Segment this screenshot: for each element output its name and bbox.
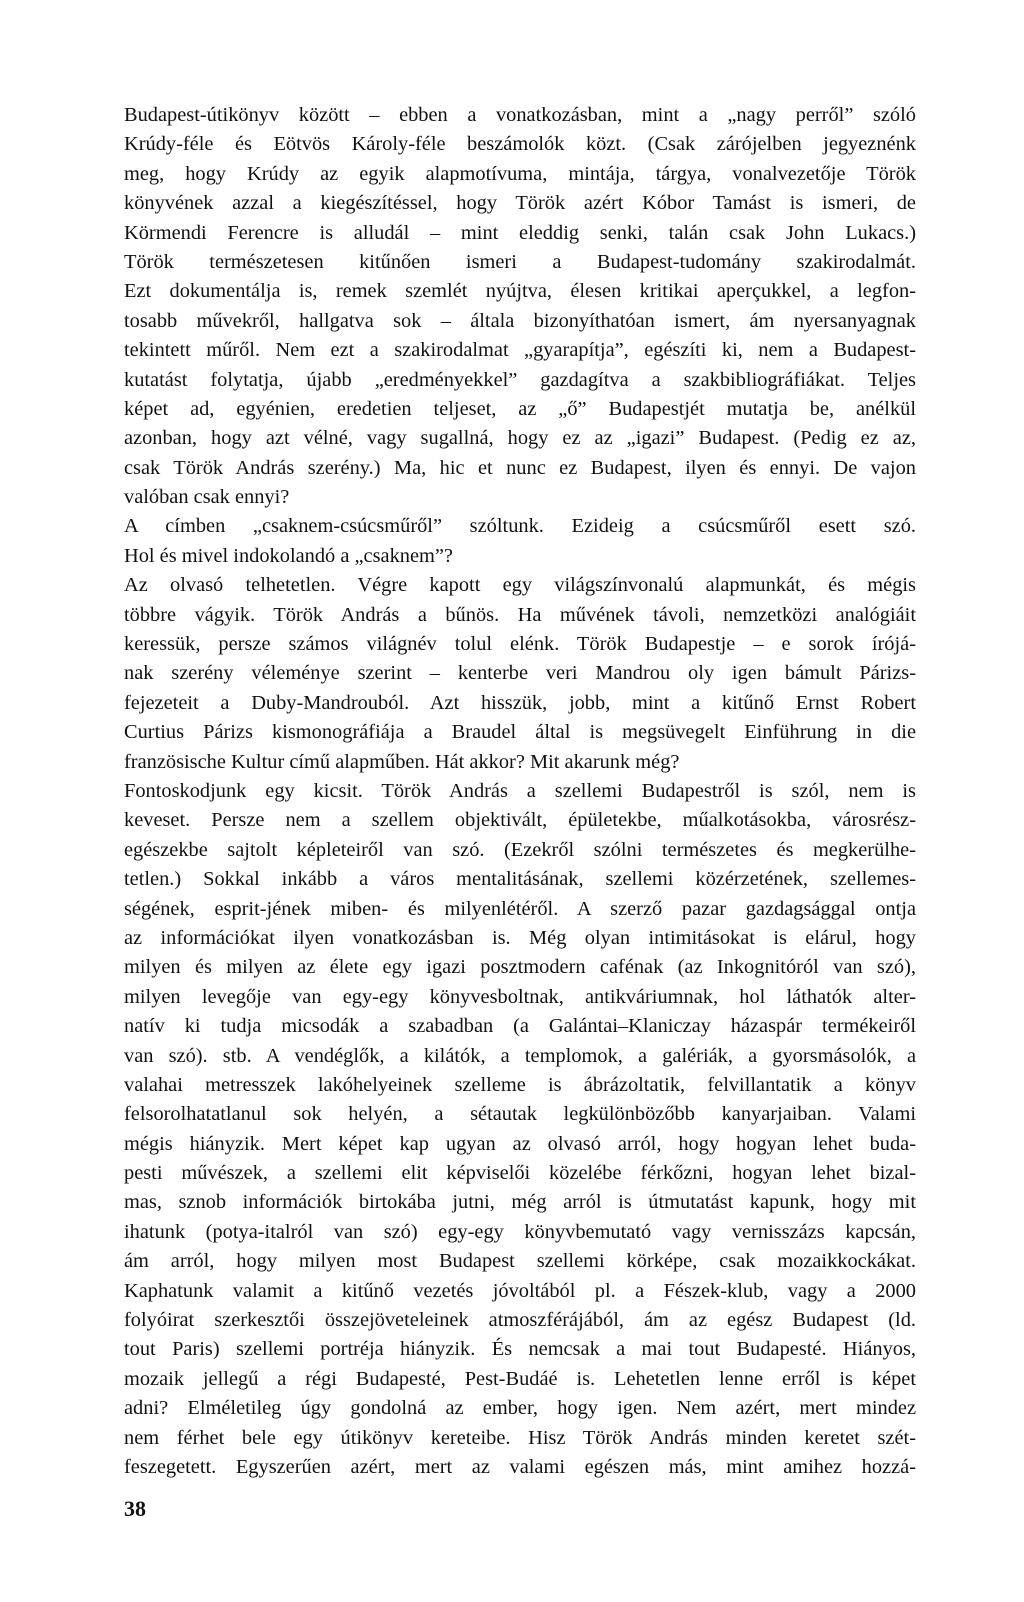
text-line-1: Budapest-útikönyv között – ebben a vonatkozásban, mint a „nagy perről” szóló [124,104,916,126]
text-line-40: ám arról, hogy milyen most Budapest szellemi körképe, csak mozaikkockákat. [124,1250,916,1273]
text-line-14: valóban csak ennyi? [124,486,290,509]
text-line-4: könyvének azzal a kiegészítéssel, hogy Török azért Kóbor Tamást is ismeri, de [124,192,916,215]
text-line-41: Kaphatunk valamit a kitűnő vezetés jóvoltából pl. a Fészek-klub, vagy a 2000 [124,1279,916,1302]
text-line-2: Krúdy-féle és Eötvös Károly-féle beszámolók közt. (Csak zárójelben jegyeznénk [124,133,916,156]
text-line-8: tosabb művekről, hallgatva sok – általa bizonyíthatóan ismert, ám nyersanyagnak [124,309,916,332]
text-line-11: képet ad, egyénien, eredetien teljeset, az „ő” Budapestjét mutatja be, anélkül [124,397,916,420]
body-text [124,101,916,1482]
text-line-46: nem férhet bele egy útikönyv kereteibe. Hisz Török András minden keretet szét- [124,1426,916,1449]
text-line-3: meg, hogy Krúdy az egyik alapmotívuma, mintája, tárgya, vonalvezetője Török [124,162,916,185]
text-line-31: milyen levegője van egy-egy könyvesboltnak, antikváriumnak, hol láthatók alter- [124,985,916,1008]
text-line-5: Körmendi Ferencre is alludál – mint eleddig senki, talán csak John Lukacs.) [124,221,916,244]
text-line-30: milyen és milyen az élete egy igazi posztmodern cafénak (az Inkognitóról van szó), [124,956,916,979]
text-line-17: Az olvasó telhetetlen. Végre kapott egy világszínvonalú alapmunkát, és mégis [124,574,916,597]
page-number: 38 [124,1496,146,1521]
text-line-32: natív ki tudja micsodák a szabadban (a Galántai–Klaniczay házaspár termékeiről [124,1015,916,1038]
text-line-37: pesti művészek, a szellemi elit képviselői közelébe férkőzni, hogyan lehet bizal- [124,1162,916,1185]
text-line-21: fejezeteit a Duby-Mandrouból. Azt hisszük, jobb, mint a kitűnő Ernst Robert [124,691,916,714]
text-line-39: ihatunk (potya-italról van szó) egy-egy könyvbemutató vagy vernisszázs kapcsán, [124,1220,916,1243]
text-line-6: Török természetesen kitűnően ismeri a Budapest-tudomány szakirodalmát. [124,250,916,273]
text-line-18: többre vágyik. Török András a bűnös. Ha művének távoli, nemzetközi analógiáit [124,603,916,626]
text-line-43: tout Paris) szellemi portréja hiányzik. És nemcsak a mai tout Budapesté. Hiányos, [124,1338,916,1361]
text-line-34: valahai metresszek lakóhelyeinek szelleme is ábrázoltatik, felvillantatik a könyv [124,1073,916,1096]
text-line-15: A címben „csaknem-csúcsműről” szóltunk. Ezideig a csúcsműről esett szó. [124,515,916,538]
text-line-7: Ezt dokumentálja is, remek szemlét nyújtva, élesen kritikai aperçukkel, a legfon- [124,280,916,303]
text-line-23: französische Kultur című alapműben. Hát akkor? Mit akarunk még? [124,750,680,773]
text-line-45: adni? Elméletileg úgy gondolná az ember, hogy igen. Nem azért, mert mindez [124,1397,916,1420]
text-line-10: kutatást folytatja, újabb „eredményekkel” gazdagítva a szakbibliográfiákat. Teljes [124,368,916,391]
text-line-16: Hol és mivel indokolandó a „csaknem”? [124,544,453,567]
text-line-28: ségének, esprit-jének miben- és milyenlétéről. A szerző pazar gazdagsággal ontja [124,897,916,920]
text-line-22: Curtius Párizs kismonográfiája a Braudel által is megsüvegelt Einführung in die [124,721,916,744]
text-line-19: keressük, persze számos világnév tolul elénk. Török Budapestje – e sorok írójá- [124,633,916,656]
text-line-44: mozaik jellegű a régi Budapesté, Pest-Budáé is. Lehetetlen lenne erről is képet [124,1367,916,1390]
text-line-47: feszegetett. Egyszerűen azért, mert az valami egészen más, mint amihez hozzá- [124,1455,916,1478]
text-line-42: folyóirat szerkesztői összejöveteleinek atmoszférájából, ám az egész Budapest (ld. [124,1309,916,1332]
text-line-33: van szó). stb. A vendéglők, a kilátók, a templomok, a galériák, a gyorsmásolók, a [124,1044,916,1067]
text-line-26: egészekbe sajtolt képleteiről van szó. (Ezekről szólni természetes és megkerülhe- [124,838,916,861]
text-line-24: Fontoskodjunk egy kicsit. Török András a szellemi Budapestről is szól, nem is [124,779,916,802]
text-line-12: azonban, hogy azt vélné, vagy sugallná, hogy ez az „igazi” Budapest. (Pedig ez az, [124,427,916,450]
text-line-27: tetlen.) Sokkal inkább a város mentalitásának, szellemi közérzetének, szellemes- [124,868,916,891]
text-line-20: nak szerény véleménye szerint – kenterbe veri Mandrou oly igen bámult Párizs- [124,662,916,685]
text-line-29: az információkat ilyen vonatkozásban is. Még olyan intimitásokat is elárul, hogy [124,926,916,949]
text-line-9: tekintett műről. Nem ezt a szakirodalmat „gyarapítja”, egészíti ki, nem a Budapest- [124,339,916,362]
text-line-38: mas, sznob információk birtokába jutni, még arról is útmutatást kapunk, hogy mit [124,1191,916,1214]
text-line-35: felsorolhatatlanul sok helyén, a sétautak legkülönbözőbb kanyarjaiban. Valami [124,1103,916,1126]
text-line-13: csak Török András szerény.) Ma, hic et nunc ez Budapest, ilyen és ennyi. De vajon [124,456,916,479]
text-line-25: keveset. Persze nem a szellem objektivált, épületekbe, műalkotásokba, városrész- [124,809,916,832]
text-line-36: mégis hiányzik. Mert képet kap ugyan az olvasó arról, hogy hogyan lehet buda- [124,1132,916,1155]
